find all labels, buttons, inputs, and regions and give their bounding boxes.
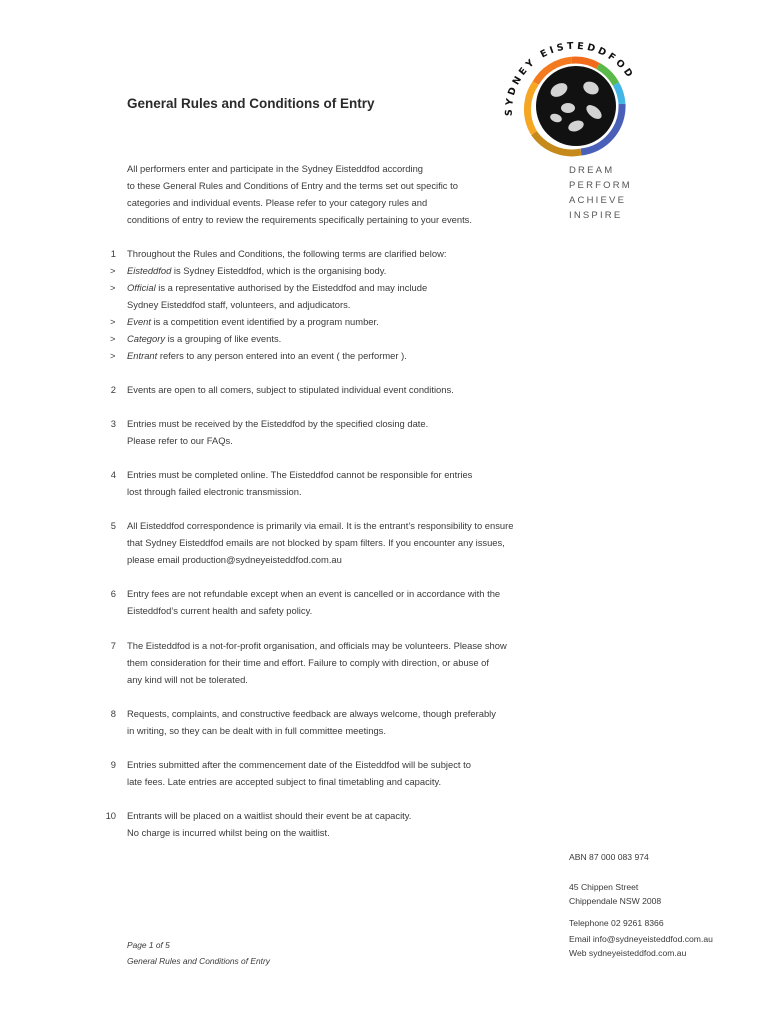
page-footer (127, 937, 270, 969)
address: 45 Chippen Street Chippendale NSW 2008 (569, 882, 662, 906)
page-number: Page 1 of 5 (127, 940, 170, 950)
rule-number: 7 (110, 640, 116, 651)
bullet-marker: > (110, 282, 116, 293)
rule-6: 6 Entry fees are not refundable except when an event is cancelled or in accordance with the Eisteddfod’s current health and safety policy. (98, 585, 538, 619)
rule-10: 10 Entrants will be placed on a waitlist should their event be at capacity. No charge is incurred whilst being on the waitlist. (98, 807, 538, 841)
footer-doc-title: General Rules and Conditions of Entry (127, 956, 270, 966)
rule-number: 2 (110, 384, 116, 395)
rule-7: 7 The Eisteddfod is a not-for-profit organisation, and officials may be volunteers. Please show them consideration for their time and effort. Failure to comply with direction, or abuse of any kind will not be tolerated. (98, 637, 538, 688)
bullet-marker: > (110, 333, 116, 344)
ring-orange-2 (572, 60, 599, 66)
web-link[interactable]: Web sydneyeisteddfod.com.au (569, 948, 687, 958)
rule-number: 10 (105, 810, 116, 821)
bullet-marker: > (110, 316, 116, 327)
rule-8: 8 Requests, complaints, and constructive feedback are always welcome, though preferably in writing, so they can be dealt with in full committee meetings. (98, 705, 538, 739)
rule-4: 4 Entries must be completed online. The Eisteddfod cannot be responsible for entries lost through failed electronic transmission. (98, 466, 538, 500)
rule-9: 9 Entries submitted after the commencement date of the Eisteddfod will be subject to late fees. Late entries are accepted subject to final timetabling and capacity. (98, 756, 538, 790)
rule-3: 3 Entries must be received by the Eisteddfod by the specified closing date. Please refer to our FAQs. (98, 415, 538, 449)
email-link[interactable]: Email info@sydneyeisteddfod.com.au (569, 934, 713, 944)
rule-2: 2 Events are open to all comers, subject to stipulated individual event conditions. (98, 381, 538, 398)
rule-1: 1 Throughout the Rules and Conditions, the following terms are clarified below: > Eisteddfod is Sydney Eisteddfod, which is the organising body. > Official is a representative authorised by the Eisteddfod and may include Sydney Eisteddfod staff, volunteers, and adjudicators. > Event is a competition event identified by a program number. > Category is a grouping of like events. > Entrant refers to any person entered into an event ( the performer ). (98, 245, 538, 364)
ring-cyan (616, 84, 622, 104)
page-title: General Rules and Conditions of Entry (127, 96, 375, 111)
rule-number: 9 (110, 759, 116, 770)
logo-tagline: DREAM PERFORM ACHIEVE INSPIRE (569, 165, 632, 221)
intro-paragraph: All performers enter and participate in the Sydney Eisteddfod according to these General Rules and Conditions of Entry and the terms set out specific to categories and individual events. Please refer to your category rules and conditions of entry to review the requirements specifically pertaining to your events. (127, 163, 472, 225)
rule-number: 5 (110, 520, 116, 531)
rule-number: 6 (110, 588, 116, 599)
rule-5: 5 All Eisteddfod correspondence is primarily via email. It is the entrant’s responsibility to ensure that Sydney Eisteddfod emails are not blocked by spam filters. If you encounter any issues, please email production@sydneyeisteddfod.com.au (98, 517, 538, 568)
rule-number: 1 (110, 248, 116, 259)
abn: ABN 87 000 083 974 (569, 852, 649, 862)
rule-number: 8 (110, 708, 116, 719)
sydney-eisteddfod-logo (496, 38, 646, 163)
contact-details (569, 916, 713, 960)
rule-number: 4 (110, 469, 116, 480)
logo-arc-text: SYDNEY EISTEDDFOD (503, 40, 637, 117)
ring-yellow (527, 83, 535, 133)
rule-number: 3 (110, 418, 116, 429)
telephone: Telephone 02 9261 8366 (569, 918, 664, 928)
bullet-marker: > (110, 350, 116, 361)
bullet-marker: > (110, 265, 116, 276)
